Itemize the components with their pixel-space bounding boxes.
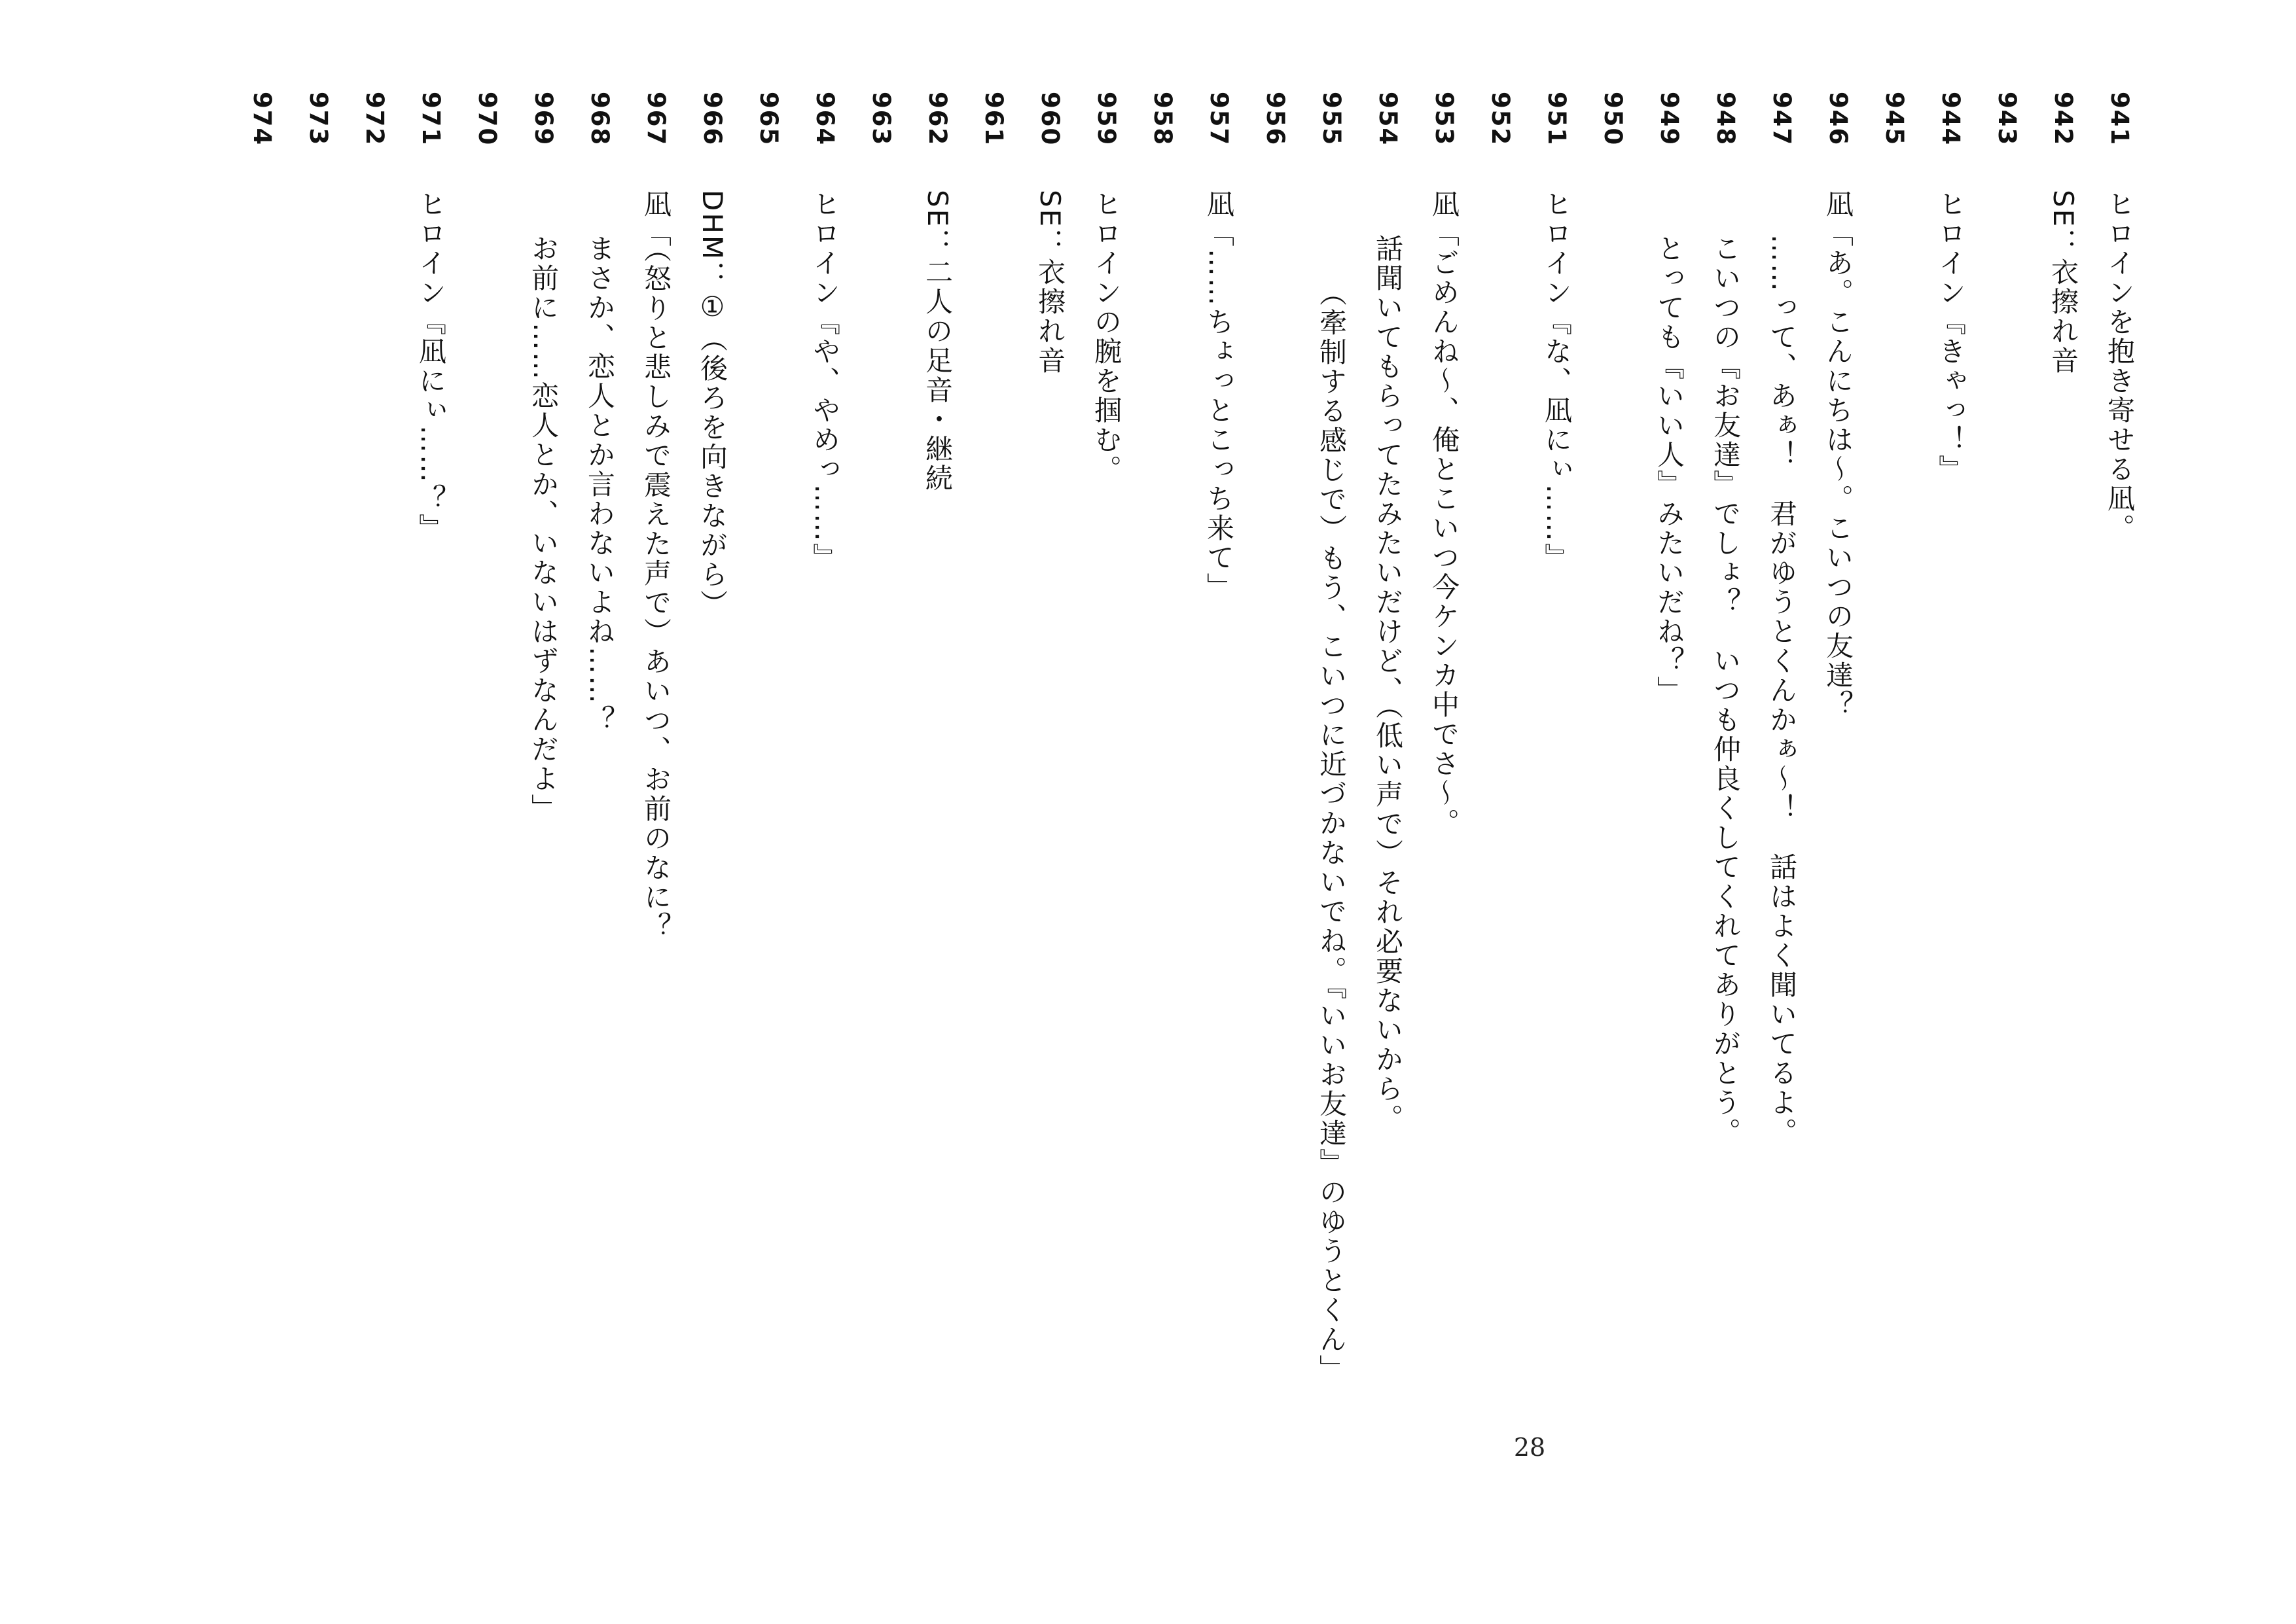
script-line (1979, 92, 2034, 1466)
script-line (966, 92, 1021, 1466)
line-text: ヒロイン『や、やめっ……』 (809, 190, 841, 573)
line-text: 凪「（怒りと悲しみで震えた声で）あいつ、お前のなに？ (640, 190, 672, 942)
line-text (1473, 190, 1528, 1466)
line-number: 958 (1149, 92, 1177, 147)
page-number: 28 (1513, 1433, 1546, 1462)
script-line (910, 92, 965, 1466)
script-line (1416, 92, 1471, 1466)
script-line (459, 92, 514, 1466)
script-line (572, 92, 627, 1466)
line-text: （牽制する感じで）もう、こいつに近づかないでね。『いいお友達』のゆうとくん」 (1316, 279, 1348, 1384)
script-line (1698, 92, 1753, 1466)
line-number: 965 (755, 92, 783, 147)
line-text: ヒロイン『凪にぃ……？』 (415, 190, 447, 543)
line-number: 951 (1543, 92, 1571, 147)
line-text (459, 190, 514, 1466)
line-number: 952 (1486, 92, 1515, 147)
line-number: 964 (811, 92, 839, 147)
script-line (1079, 92, 1134, 1466)
line-text (234, 190, 289, 1466)
line-number: 962 (924, 92, 952, 147)
script-line (685, 92, 740, 1466)
line-number: 960 (1036, 92, 1064, 147)
line-text: 話聞いてもらってたみたいだけど、（低い声で）それ必要ないから。 (1372, 234, 1404, 1133)
script-line (1473, 92, 1528, 1466)
script-line (1360, 92, 1415, 1466)
line-text (347, 190, 402, 1466)
script-line (516, 92, 571, 1466)
line-number: 971 (417, 92, 445, 147)
line-text: ヒロイン『な、凪にぃ……』 (1541, 190, 1573, 573)
line-text: DHM：①（後ろを向きながら） (696, 190, 728, 620)
line-number: 963 (867, 92, 895, 147)
line-number: 969 (529, 92, 558, 147)
line-text: 凪「ごめんね～、俺とこいつ今ケンカ中でさ～。 (1428, 190, 1460, 838)
line-number: 942 (2049, 92, 2077, 147)
line-text: ヒロインを抱き寄せる凪。 (2104, 190, 2136, 543)
line-text: 凪「あ。こんにちは～。こいつの友達？ (1822, 190, 1854, 720)
script-line (2036, 92, 2090, 1466)
script-line (1754, 92, 1809, 1466)
line-text: まさか、恋人とか言わないよね……？ (584, 234, 616, 735)
line-number: 966 (698, 92, 726, 147)
line-number: 955 (1318, 92, 1346, 147)
line-text: SE：二人の足音・継続 (922, 190, 954, 494)
script-line (1923, 92, 1978, 1466)
line-number: 944 (1937, 92, 1965, 147)
line-number: 946 (1824, 92, 1852, 147)
script-line (1022, 92, 1077, 1466)
line-number: 970 (473, 92, 501, 147)
line-number: 954 (1374, 92, 1402, 147)
line-number: 950 (1599, 92, 1627, 147)
line-number: 972 (361, 92, 389, 147)
script-body (236, 92, 2147, 1466)
line-text: ヒロイン『きゃっ！』 (1935, 190, 1967, 484)
line-number: 945 (1880, 92, 1909, 147)
script-line (1529, 92, 1584, 1466)
line-text (291, 190, 346, 1466)
line-number: 953 (1430, 92, 1458, 147)
script-line (1641, 92, 1696, 1466)
line-text: お前に……恋人とか、いないはずなんだよ」 (528, 234, 560, 823)
line-number: 941 (2106, 92, 2134, 147)
line-text: SE：衣擦れ音 (1034, 190, 1066, 376)
line-number: 957 (1205, 92, 1233, 147)
script-line (797, 92, 852, 1466)
line-text: SE：衣擦れ音 (2047, 190, 2079, 376)
script-line (1585, 92, 1640, 1466)
line-text (1979, 190, 2034, 1466)
line-number: 967 (642, 92, 670, 147)
line-text: こいつの『お友達』でしょ？ いつも仲良くしてくれてありがとう。 (1710, 234, 1742, 1147)
line-text: ヒロインの腕を掴む。 (1090, 190, 1122, 484)
script-line (2092, 92, 2147, 1466)
line-text: 凪「……ちょっとこっち来て」 (1203, 190, 1235, 602)
script-line (1247, 92, 1302, 1466)
line-number: 949 (1655, 92, 1683, 147)
line-text (966, 190, 1021, 1466)
line-number: 956 (1261, 92, 1289, 147)
line-text (1585, 190, 1640, 1466)
line-number: 947 (1768, 92, 1796, 147)
script-line (1867, 92, 1922, 1466)
line-number: 961 (980, 92, 1008, 147)
line-text: とっても『いい人』みたいだね？」 (1653, 234, 1685, 705)
script-line (628, 92, 683, 1466)
line-text: ……って、あぁ！ 君がゆうとくんかぁ～！ 話はよく聞いてるよ。 (1766, 234, 1798, 1147)
script-line (1191, 92, 1246, 1466)
line-number: 948 (1712, 92, 1740, 147)
script-line (234, 92, 289, 1466)
script-line (853, 92, 908, 1466)
line-text (1247, 190, 1302, 1466)
script-line (1810, 92, 1865, 1466)
script-line (741, 92, 796, 1466)
line-number: 974 (248, 92, 276, 147)
line-text (1135, 190, 1190, 1466)
line-text (741, 190, 796, 1466)
script-line (347, 92, 402, 1466)
line-number: 968 (586, 92, 614, 147)
script-line (1304, 92, 1359, 1466)
script-line (291, 92, 346, 1466)
line-text (853, 190, 908, 1466)
script-line (403, 92, 458, 1466)
line-number: 959 (1092, 92, 1121, 147)
line-number: 943 (1993, 92, 2021, 147)
line-text (1867, 190, 1922, 1466)
line-number: 973 (304, 92, 332, 147)
script-line (1135, 92, 1190, 1466)
